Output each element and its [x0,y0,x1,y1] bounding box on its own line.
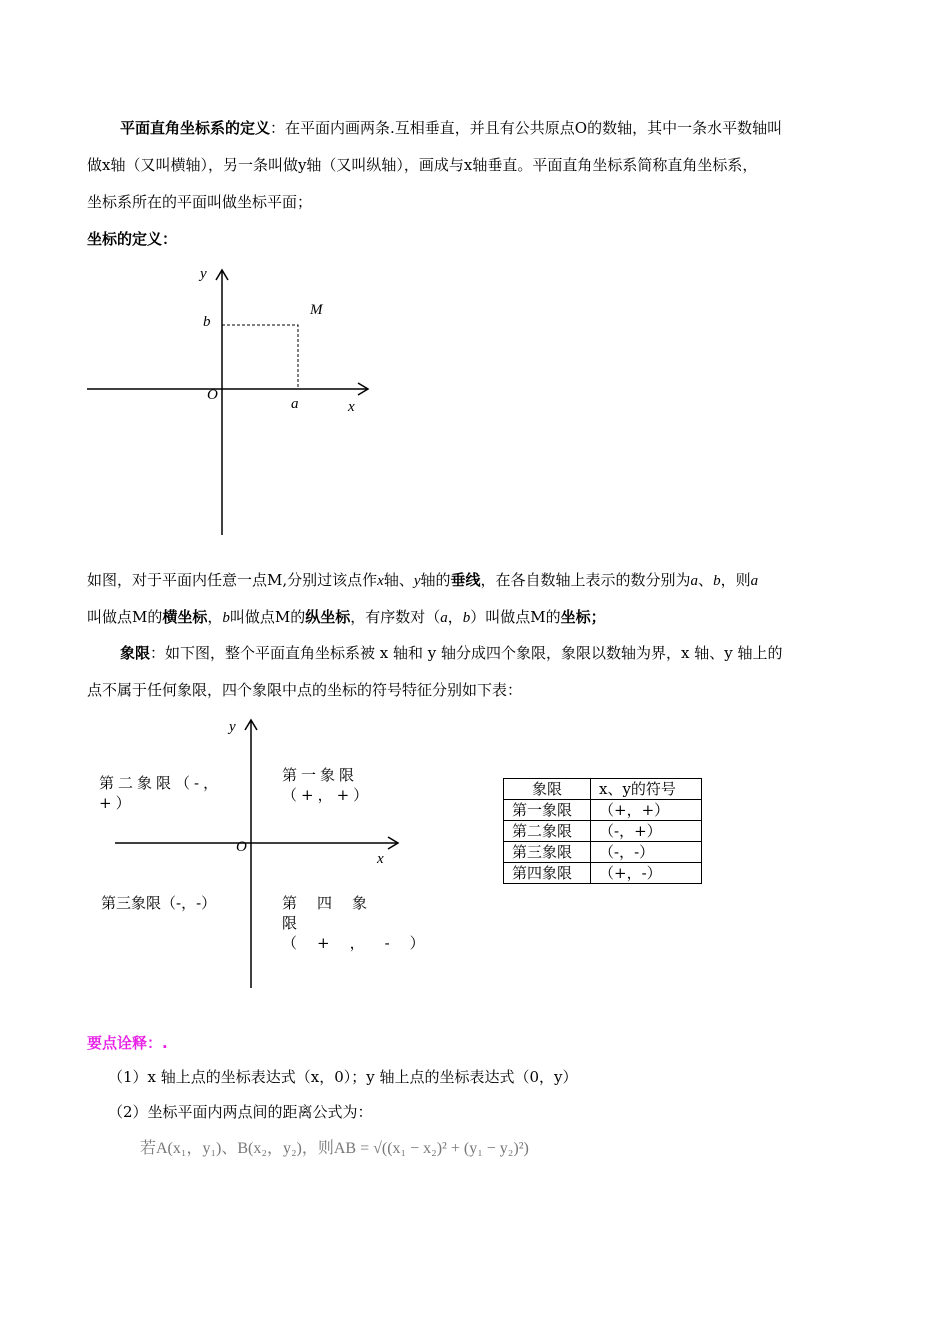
term-coordinate: 坐标； [560,608,606,626]
text: 叫做点M的 [87,608,163,626]
cell: （+，-） [591,863,702,884]
var-y: y [413,573,421,589]
cell: 第四象限 [504,863,591,884]
table-header-row [504,779,702,800]
table-row [504,863,702,884]
text: ，在各自数轴上表示的数分别为 [480,571,691,589]
var-a: a [440,610,448,626]
var-b: b [713,573,721,589]
definition-text: ：在平面内画两条.互相垂直，并且有公共原点O的数轴，其中一条水平数轴叫 [270,119,783,137]
text: 如图，对于平面内任意一点M,分别过该点作 [87,571,378,589]
cell: （-，-） [591,842,702,863]
quadrant-title: 象限 [120,644,151,662]
coordinate-definition-title: 坐标的定义： [87,230,178,248]
text: ，则 [720,571,751,589]
quadrant-paragraph-line2: 点不属于任何象限，四个象限中点的坐标的符号特征分别如下表： [87,681,523,699]
coordinate-paragraph-line1 [87,571,758,590]
text: 轴、 [383,571,414,589]
table-row [504,821,702,842]
table-row [504,842,702,863]
definition-title: 平面直角坐标系的定义 [120,119,271,137]
cell: 第三象限 [504,842,591,863]
header-quadrant: 象限 [504,779,591,800]
var-b: b [222,610,230,626]
note-item-2: （2）坐标平面内两点间的距离公式为： [108,1103,373,1121]
quadrant-sign-table [503,778,702,884]
note-item-1: （1）x 轴上点的坐标表达式（x，0）；y 轴上点的坐标表达式（0，y） [108,1068,578,1086]
quadrant-1-label: 第一象限（+，+） [282,766,373,804]
text: ：如下图，整个平面直角坐标系被 x 轴和 y 轴分成四个象限，象限以数轴为界，x 轴、y 轴上的 [150,644,783,662]
text: 轴的 [420,571,451,589]
text: ， [447,608,463,626]
var-b: b [462,610,471,626]
text: 、 [698,571,714,589]
distance-formula: 若A(x₁，y₁)、B(x₂，y₂)，则AB = √((x₁ − x₂)² + (y₁ − y₂)²) [140,1140,529,1157]
quadrant-2-label: 第二象限（-，+） [99,774,223,812]
definition-line3: 坐标系所在的平面叫做坐标平面； [87,193,313,211]
x-label: x [348,399,355,415]
perpendicular-lines [222,325,298,389]
var-a: a [690,573,699,589]
quadrant-paragraph-line1 [120,644,783,662]
term-abscissa: 横坐标 [162,608,208,626]
var-a: a [750,573,759,589]
quadrant-4-label: 第四象限（+，-） [282,894,445,952]
b-label: b [203,314,211,330]
header-sign: x、y的符号 [591,779,702,800]
text: ，有序数对（ [350,608,441,626]
table-row [504,800,702,821]
text: ， [207,608,223,626]
y-label: y [200,266,207,282]
origin-label-2: O [236,839,247,855]
cell: （+，+） [591,800,702,821]
quadrant-3-label: 第三象限（-，-） [101,894,217,912]
term-perpendicular: 垂线 [450,571,481,589]
coordinate-paragraph-line2 [87,608,606,627]
M-label: M [310,302,323,318]
text: 叫做点M的 [229,608,306,626]
cell: 第一象限 [504,800,591,821]
cell: 第二象限 [504,821,591,842]
definition-line2: 做x轴（又叫横轴），另一条叫做y轴（又叫纵轴），画成与x轴垂直。平面直角坐标系简称直角坐标系， [87,156,758,174]
cell: （-，+） [591,821,702,842]
diagram-1 [87,270,368,535]
x-label-2: x [377,851,384,867]
term-ordinate: 纵坐标 [305,608,351,626]
text: ）叫做点M的 [470,608,561,626]
y-label-2: y [229,719,236,735]
origin-label: O [207,387,218,403]
a-label: a [291,396,299,412]
notes-title: 要点诠释：. [87,1034,168,1052]
var-x: x [377,573,384,589]
